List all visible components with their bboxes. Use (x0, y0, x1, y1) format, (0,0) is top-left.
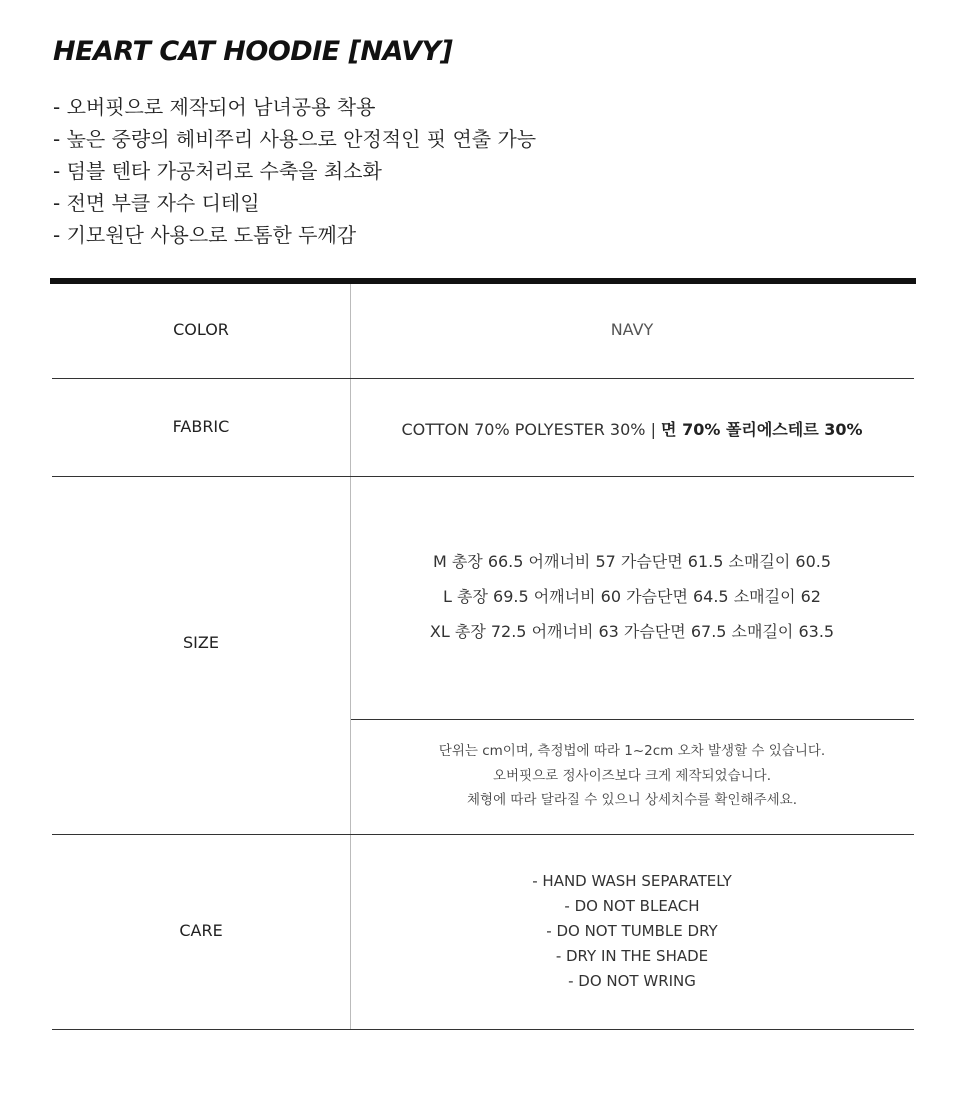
fabric-label: FABRIC (172, 417, 230, 436)
size-chart (351, 548, 913, 653)
row-divider (52, 834, 914, 835)
feature-item: - 오버핏으로 제작되어 남녀공용 착용 (53, 95, 376, 119)
care-label: CARE (179, 921, 223, 940)
care-instructions (351, 871, 913, 996)
fabric-value-en: COTTON 70% POLYESTER 30% | (401, 420, 662, 439)
color-label: COLOR (173, 320, 229, 339)
size-row-xl: XL 총장 72.5 어깨너비 63 가슴단면 67.5 소매길이 63.5 (429, 622, 835, 641)
table-bottom-rule (52, 1029, 914, 1030)
product-title: HEART CAT HOODIE [NAVY] (53, 36, 453, 67)
size-row-l: L 총장 69.5 어깨너비 60 가슴단면 64.5 소매길이 62 (443, 587, 821, 606)
care-item: - DO NOT TUMBLE DRY (546, 922, 718, 940)
feature-item: - 전면 부클 자수 디테일 (53, 191, 260, 215)
row-divider (52, 378, 914, 379)
feature-item: - 기모원단 사용으로 도톰한 두께감 (53, 223, 357, 247)
care-item: - DRY IN THE SHADE (555, 947, 709, 965)
size-note-divider (351, 719, 914, 720)
row-divider (52, 476, 914, 477)
care-item: - DO NOT WRING (568, 972, 696, 990)
fabric-value-kr: 면 70% 폴리에스테르 30% (661, 420, 863, 439)
size-note: 단위는 cm이며, 측정법에 따라 1~2cm 오차 발생할 수 있습니다. (438, 743, 826, 759)
color-value: NAVY (610, 320, 654, 339)
size-label: SIZE (183, 633, 219, 652)
size-note: 체형에 따라 달라질 수 있으니 상세치수를 확인해주세요. (467, 792, 797, 808)
care-item: - HAND WASH SEPARATELY (532, 872, 732, 890)
table-top-rule (50, 278, 916, 284)
size-note: 오버핏으로 정사이즈보다 크게 제작되었습니다. (493, 767, 771, 784)
feature-item: - 높은 중량의 헤비쭈리 사용으로 안정적인 핏 연출 가능 (53, 127, 537, 151)
size-row-m: M 총장 66.5 어깨너비 57 가슴단면 61.5 소매길이 60.5 (432, 552, 832, 571)
care-item: - DO NOT BLEACH (564, 897, 700, 915)
feature-item: - 덤블 텐타 가공처리로 수축을 최소화 (53, 159, 382, 183)
feature-list (53, 91, 536, 251)
fabric-value (351, 417, 913, 440)
size-notes (351, 741, 913, 815)
